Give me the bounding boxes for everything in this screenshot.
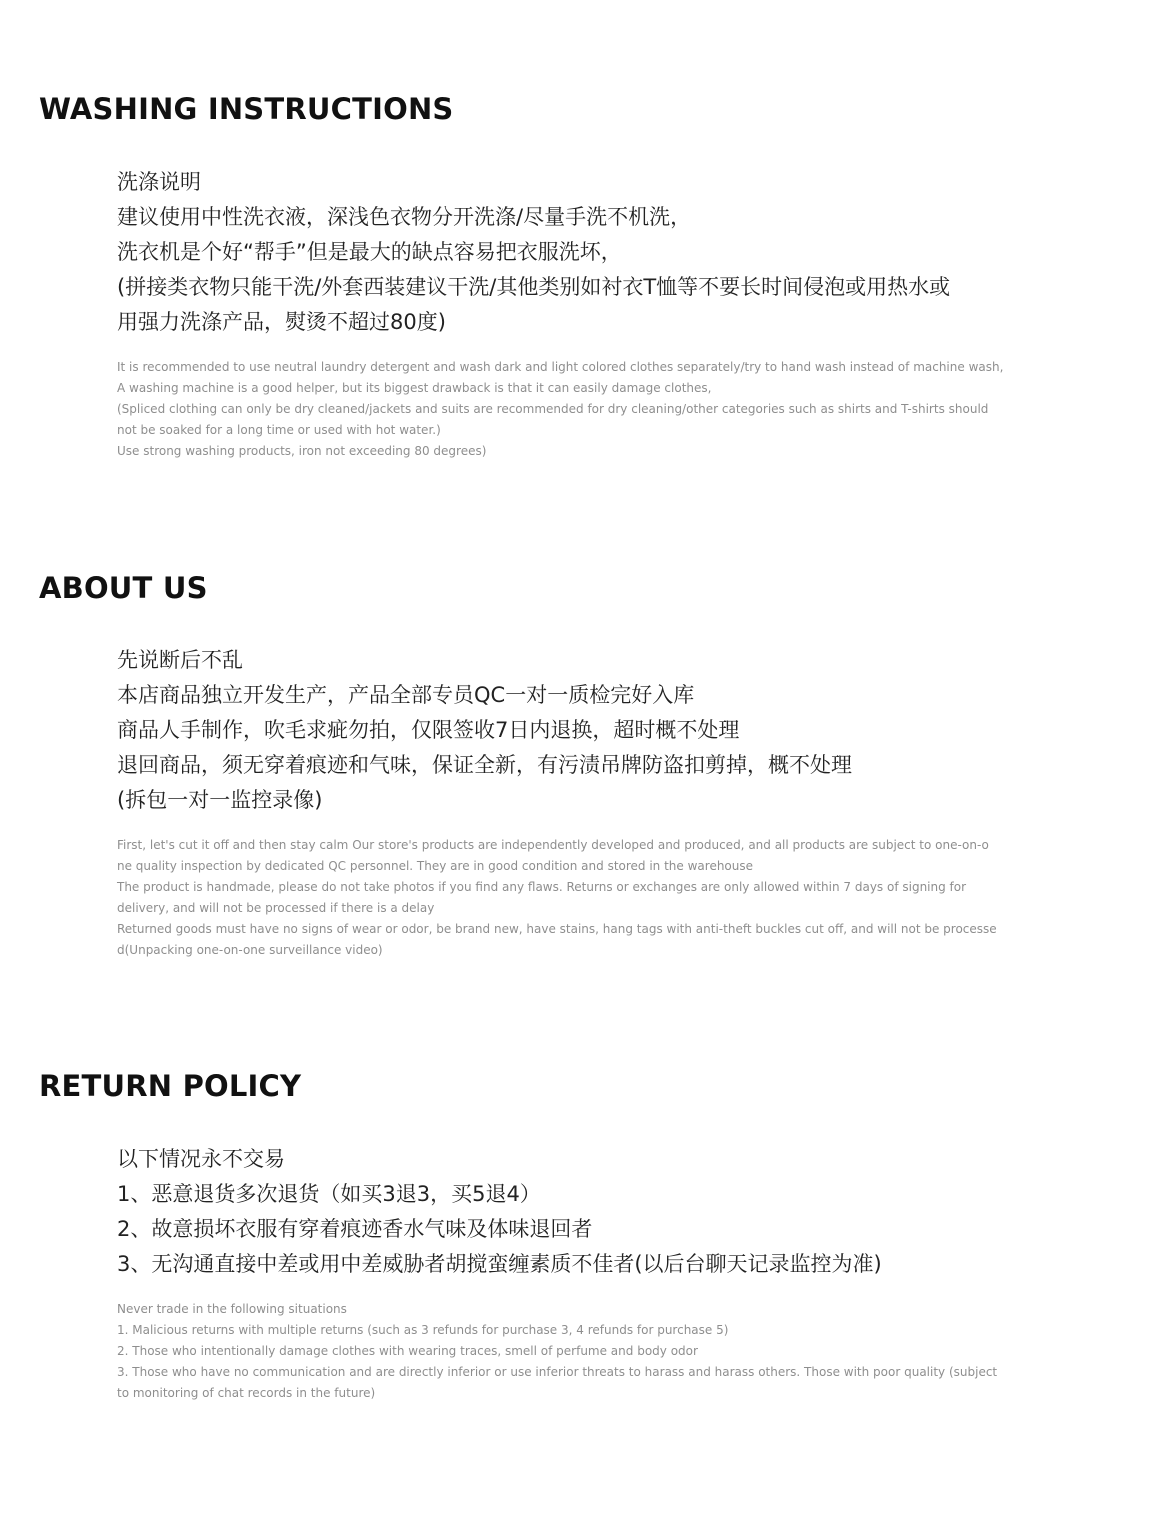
chinese-line: (拆包一对一监控录像) (117, 788, 323, 812)
english-line: 3. Those who have no communication and are directly inferior or use inferior threats to harass and harass others. Those with poor quality (subject (117, 1365, 998, 1379)
english-line: A washing machine is a good helper, but its biggest drawback is that it can easily damage clothes, (117, 381, 712, 395)
section-heading: WASHING INSTRUCTIONS (39, 92, 454, 126)
english-line: Never trade in the following situations (117, 1302, 347, 1316)
chinese-line: 1、恶意退货多次退货（如买3退3，买5退4） (117, 1182, 541, 1206)
english-line: ne quality inspection by dedicated QC personnel. They are in good condition and stored in the warehouse (117, 859, 754, 873)
chinese-text-block (117, 165, 1117, 340)
english-line: not be soaked for a long time or used with hot water.) (117, 423, 441, 437)
english-text-block (117, 357, 1067, 462)
english-line: Returned goods must have no signs of wear or odor, be brand new, have stains, hang tags with anti-theft buckles cut off, and will not be processe (117, 922, 997, 936)
chinese-line: 退回商品，须无穿着痕迹和气味，保证全新，有污渍吊牌防盗扣剪掉，概不处理 (117, 753, 852, 777)
chinese-line: 洗涤说明 (117, 170, 201, 194)
chinese-text-block (117, 643, 1117, 818)
chinese-text-block (117, 1142, 1117, 1282)
section-heading: RETURN POLICY (39, 1069, 302, 1103)
english-text-block (117, 835, 1067, 961)
english-line: The product is handmade, please do not take photos if you find any flaws. Returns or exchanges are only allowed within 7 days of signing for (117, 880, 967, 894)
chinese-line: 本店商品独立开发生产，产品全部专员QC一对一质检完好入库 (117, 683, 695, 707)
chinese-line: 商品人手制作，吹毛求疵勿拍，仅限签收7日内退换，超时概不处理 (117, 718, 740, 742)
chinese-line: (拼接类衣物只能干洗/外套西装建议干洗/其他类别如衬衣T恤等不要长时间侵泡或用热水或 (117, 275, 951, 299)
chinese-line: 先说断后不乱 (117, 648, 243, 672)
english-line: d(Unpacking one-on-one surveillance video) (117, 943, 383, 957)
chinese-line: 2、故意损坏衣服有穿着痕迹香水气味及体味退回者 (117, 1217, 593, 1241)
english-text-block (117, 1299, 1067, 1404)
english-line: Use strong washing products, iron not exceeding 80 degrees) (117, 444, 487, 458)
english-line: (Spliced clothing can only be dry cleaned/jackets and suits are recommended for dry cleaning/other categories such as shirts and T-shirts should (117, 402, 989, 416)
english-line: It is recommended to use neutral laundry detergent and wash dark and light colored clothes separately/try to hand wash instead of machine wash, (117, 360, 1004, 374)
chinese-line: 建议使用中性洗衣液，深浅色衣物分开洗涤/尽量手洗不机洗， (117, 205, 692, 229)
english-line: 1. Malicious returns with multiple returns (such as 3 refunds for purchase 3, 4 refunds for purchase 5) (117, 1323, 729, 1337)
chinese-line: 3、无沟通直接中差或用中差威胁者胡搅蛮缠素质不佳者(以后台聊天记录监控为准) (117, 1252, 882, 1276)
section-heading: ABOUT US (39, 571, 208, 605)
english-line: delivery, and will not be processed if there is a delay (117, 901, 435, 915)
english-line: 2. Those who intentionally damage clothes with wearing traces, smell of perfume and body odor (117, 1344, 698, 1358)
chinese-line: 用强力洗涤产品，熨烫不超过80度) (117, 310, 446, 334)
english-line: to monitoring of chat records in the future) (117, 1386, 376, 1400)
english-line: First, let's cut it off and then stay calm Our store's products are independently developed and produced, and all products are subject to one-on-o (117, 838, 989, 852)
chinese-line: 洗衣机是个好“帮手”但是最大的缺点容易把衣服洗坏， (117, 240, 622, 264)
chinese-line: 以下情况永不交易 (117, 1147, 285, 1171)
